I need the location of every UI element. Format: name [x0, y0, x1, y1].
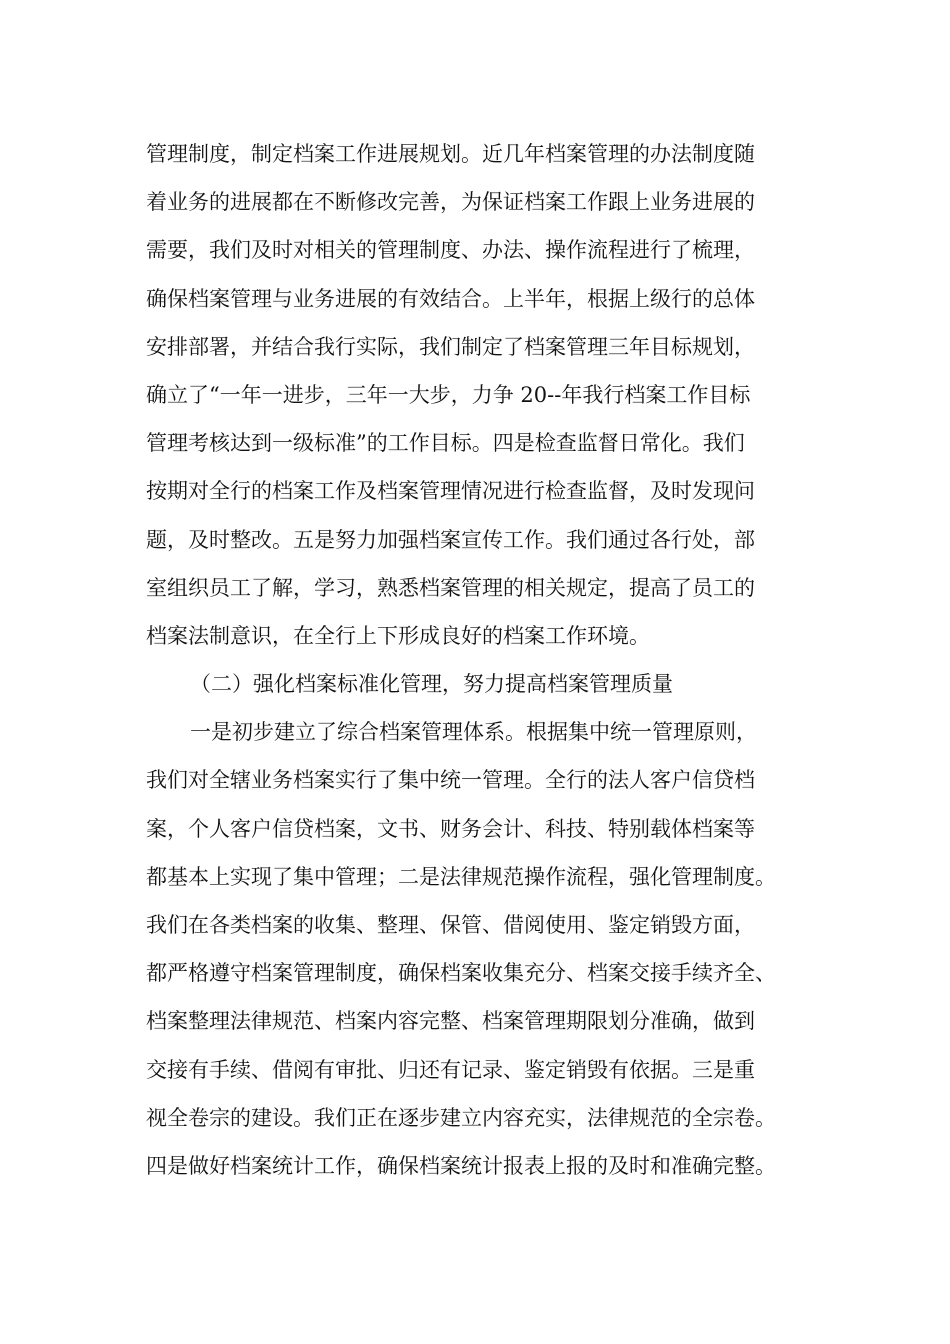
text-line: 都基本上实现了集中管理；二是法律规范操作流程，强化管理制度。	[146, 864, 776, 889]
text-line: 安排部署，并结合我行实际，我们制定了档案管理三年目标规划，	[146, 334, 755, 359]
text-line: 我们对全辖业务档案实行了集中统一管理。全行的法人客户信贷档	[146, 768, 755, 793]
text-line: 档案整理法律规范、档案内容完整、档案管理期限划分准确，做到	[146, 1009, 755, 1034]
text-line: 管理制度，制定档案工作进展规划。近几年档案管理的办法制度随	[146, 142, 755, 166]
paragraph-first-line: 一是初步建立了综合档案管理体系。根据集中统一管理原则，	[190, 720, 757, 745]
text-line: 题，及时整改。五是努力加强档案宣传工作。我们通过各行处，部	[146, 527, 755, 552]
text-line: 确立了“一年一进步，三年一大步，力争 20--年我行档案工作目标	[146, 382, 751, 407]
text-line: 需要，我们及时对相关的管理制度、办法、操作流程进行了梳理，	[146, 238, 755, 263]
text-line: 四是做好档案统计工作，确保档案统计报表上报的及时和准确完整。	[146, 1153, 776, 1178]
text-line: 管理考核达到一级标准”的工作目标。四是检查监督日常化。我们	[146, 431, 745, 456]
text-line: 档案法制意识，在全行上下形成良好的档案工作环境。	[146, 623, 650, 648]
text-line: 我们在各类档案的收集、整理、保管、借阅使用、鉴定销毁方面，	[146, 913, 755, 937]
text-line: 案，个人客户信贷档案，文书、财务会计、科技、特别载体档案等	[146, 816, 755, 841]
text-line: 视全卷宗的建设。我们正在逐步建立内容充实，法律规范的全宗卷。	[146, 1105, 776, 1130]
text-line: 都严格遵守档案管理制度，确保档案收集充分、档案交接手续齐全、	[146, 961, 776, 986]
text-line: 按期对全行的档案工作及档案管理情况进行检查监督，及时发现问	[146, 479, 755, 504]
text-line: 室组织员工了解，学习，熟悉档案管理的相关规定，提高了员工的	[146, 575, 755, 600]
text-line: 确保档案管理与业务进展的有效结合。上半年，根据上级行的总体	[146, 286, 755, 311]
section-heading: （二）强化档案标准化管理，努力提高档案管理质量	[190, 672, 673, 697]
text-line: 着业务的进展都在不断修改完善，为保证档案工作跟上业务进展的	[146, 190, 755, 215]
body-text	[146, 130, 836, 1190]
text-line: 交接有手续、借阅有审批、归还有记录、鉴定销毁有依据。三是重	[146, 1057, 755, 1082]
